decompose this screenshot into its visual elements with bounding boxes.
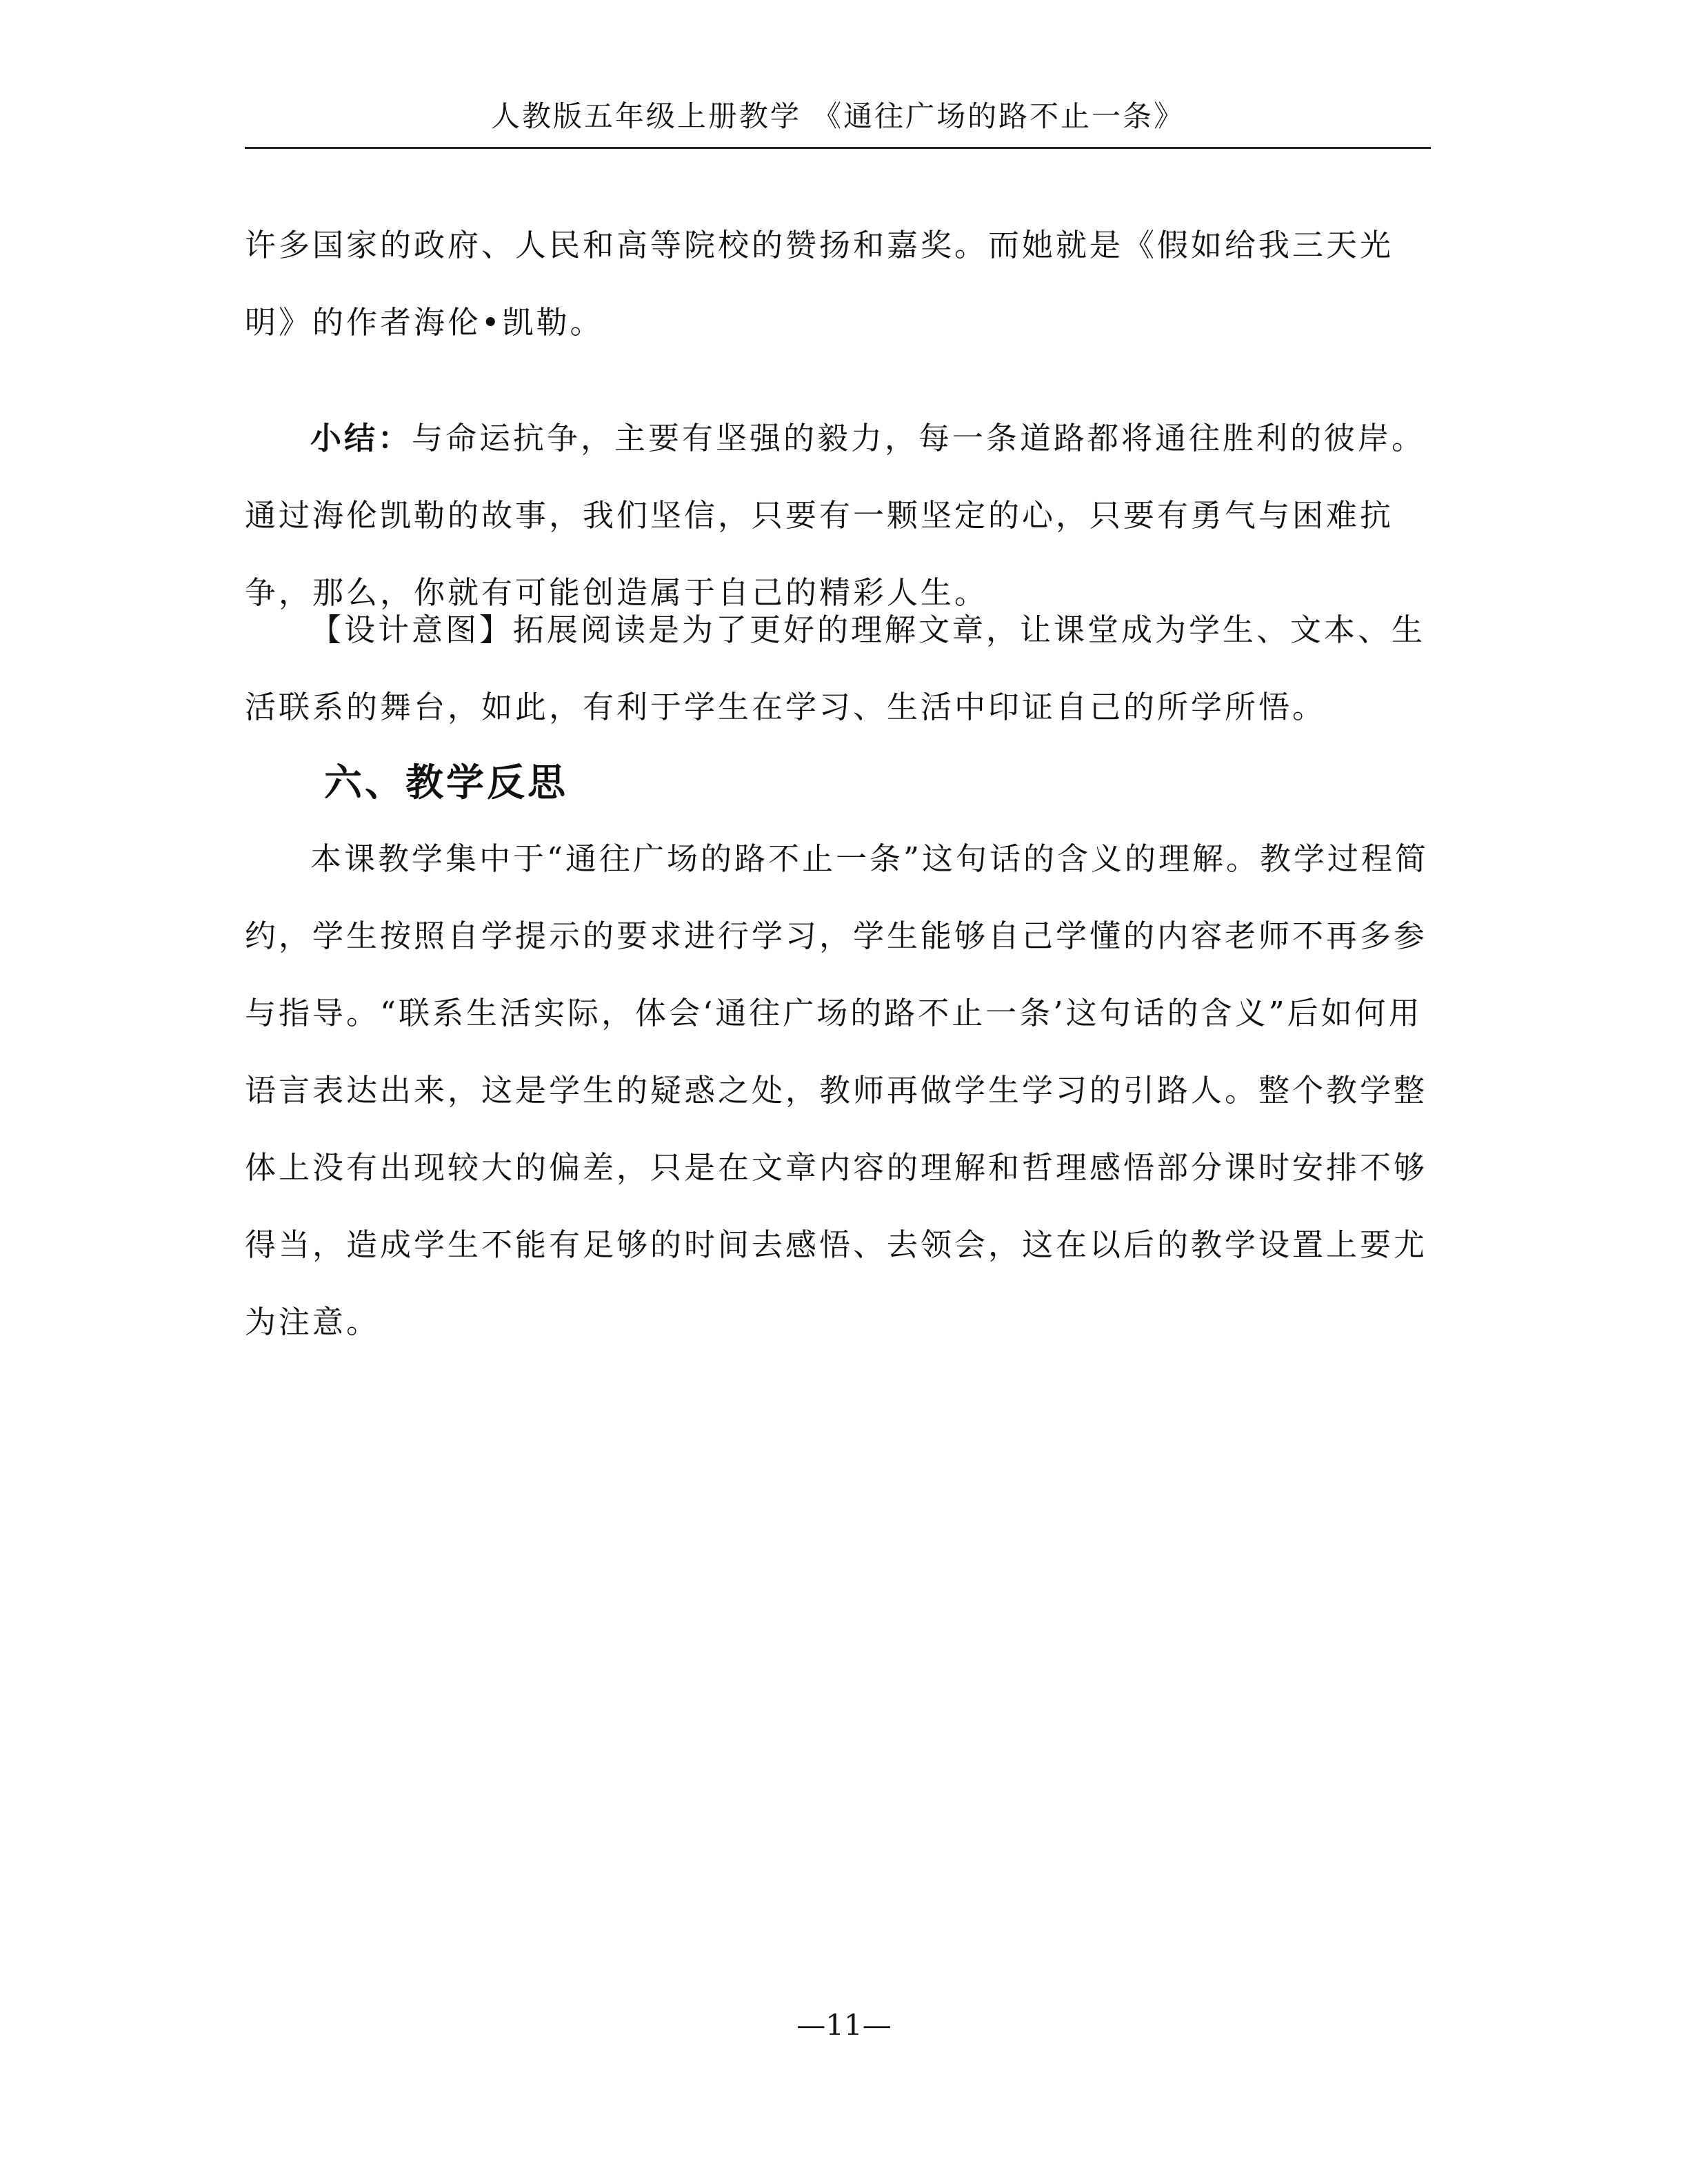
summary-label: 小结：	[310, 420, 412, 456]
paragraph-design-intent: 【设计意图】拓展阅读是为了更好的理解文章，让课堂成为学生、文本、生活联系的舞台，如此，有利于学生在学习、生活中印证自己的所学所悟。	[245, 611, 1426, 725]
summary-text: 与命运抗争，主要有坚强的毅力，每一条道路都将通往胜利的彼岸。通过海伦凯勒的故事，我们坚信，只要有一颗坚定的心，只要有勇气与困难抗争，那么，你就有可能创造属于自己的精彩人生。	[245, 420, 1426, 611]
paragraph-helen-keller-ending: 许多国家的政府、人民和高等院校的赞扬和嘉奖。而她就是《假如给我三天光明》的作者海伦•凯勒。	[245, 227, 1394, 341]
paragraph-teaching-reflection: 本课教学集中于“通往广场的路不止一条”这句话的含义的理解。教学过程简约，学生按照自学提示的要求进行学习，学生能够自己学懂的内容老师不再多参与指导。“联系生活实际，体会‘通往广场的路不止一条’这句话的含义”后如何用语言表达出来，这是学生的疑惑之处，教师再做学生学习的引路人。整个教学整体上没有出现较大的偏差，只是在文章内容的理解和哲理感悟部分课时安排不够得当，造成学生不能有足够的时间去感悟、去领会，这在以后的教学设置上要尤为注意。	[245, 840, 1429, 1340]
page-header-title: 人教版五年级上册教学 《通往广场的路不止一条》	[490, 99, 1185, 133]
section-heading-teaching-reflection: 六、教学反思	[324, 760, 569, 805]
page-number: —11—	[796, 2008, 892, 2042]
page-header	[245, 97, 1431, 149]
